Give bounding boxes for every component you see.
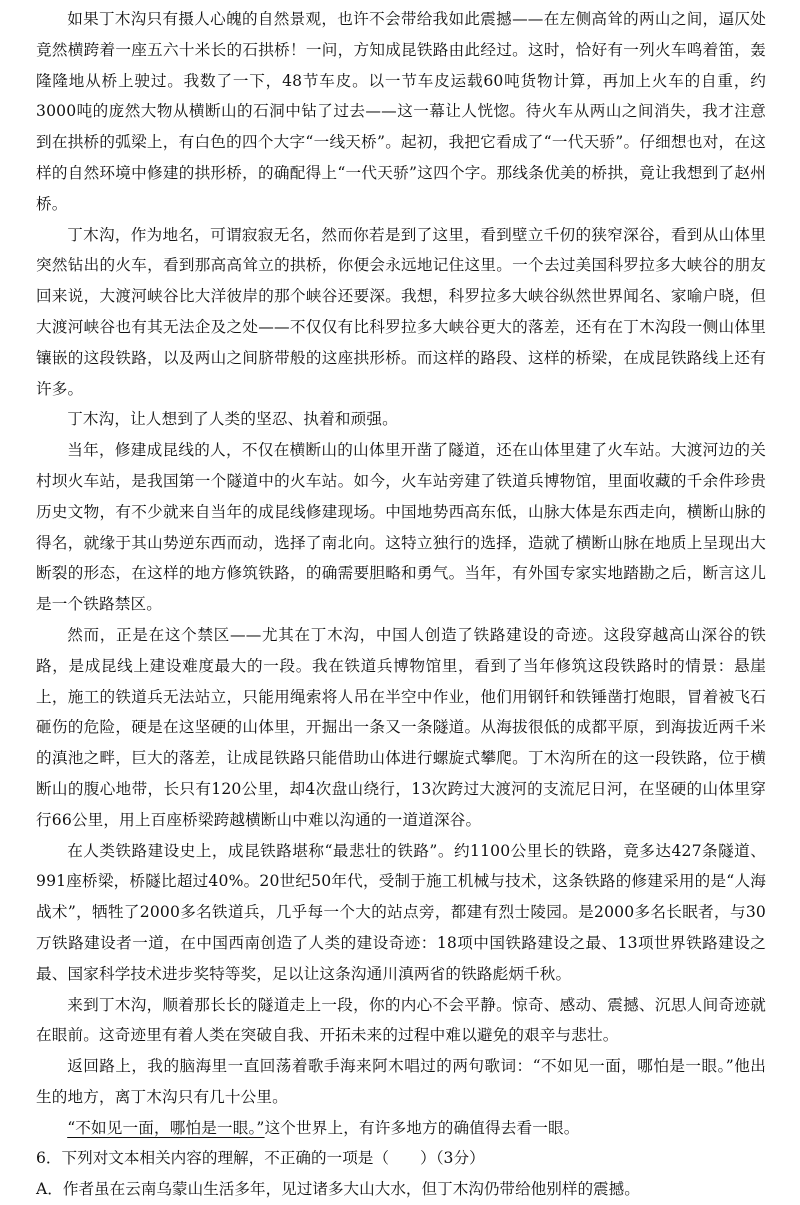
paragraph-6: 在人类铁路建设史上，成昆铁路堪称“最悲壮的铁路”。约1100公里长的铁路，竟多达427条隧道、991座桥梁，桥隧比超过40%。20世纪50年代，受制于施工机械与技术，这条铁路的修建采用的是“人海战术”，牺牲了2000多名铁道兵，几乎每一个大的站点旁，都建有烈士陵园。是2000多名长眠者，与30万铁路建设者一道，在中国西南创造了人类的建设奇迹：18项中国铁路建设之最、13项世界铁路建设之最、国家科学技术进步奖特等奖，足以让这条沟通川滇两省的铁路彪炳千秋。 bbox=[36, 841, 766, 983]
exam-page bbox=[36, 4, 766, 1205]
paragraph-3: 丁木沟，让人想到了人类的坚忍、执着和顽强。 bbox=[67, 410, 398, 429]
paragraph-4: 当年，修建成昆线的人，不仅在横断山的山体里开凿了隧道，还在山体里建了火车站。大渡河边的关村坝火车站，是我国第一个隧道中的火车站。如今，火车站旁建了铁道兵博物馆，里面收藏的千余件珍贵历史文物，有不少就来自当年的成昆线修建现场。中国地势西高东低，山脉大体是东西走向，横断山脉的得名，就缘于其山势逆东西而动，选择了南北向。这特立独行的选择，造就了横断山脉在地质上呈现出大断裂的形态，在这样的地方修筑铁路，的确需要胆略和勇气。当年，有外国专家实地踏勘之后，断言这儿是一个铁路禁区。 bbox=[36, 441, 766, 614]
paragraph-5: 然而，正是在这个禁区——尤其在丁木沟，中国人创造了铁路建设的奇迹。这段穿越高山深谷的铁路，是成昆线上建设难度最大的一段。我在铁道兵博物馆里，看到了当年修筑这段铁路时的情景：悬崖上，施工的铁道兵无法站立，只能用绳索将人吊在半空中作业，他们用钢钎和铁锤凿打炮眼，冒着被飞石砸伤的危险，硬是在这坚硬的山体里，开掘出一条又一条隧道。从海拔很低的成都平原，到海拔近两千米的滇池之畔，巨大的落差，让成昆铁路只能借助山体进行螺旋式攀爬。丁木沟所在的这一段铁路，位于横断山的腹心地带，长只有120公里，却4次盘山绕行，13次跨过大渡河的支流尼日河，在坚硬的山体里穿行66公里，用上百座桥梁跨越横断山中难以沟通的一道道深谷。 bbox=[36, 625, 766, 829]
paragraph-2: 丁木沟，作为地名，可谓寂寂无名，然而你若是到了这里，看到壁立千仞的狭窄深谷，看到从山体里突然钻出的火车，看到那高高耸立的拱桥，你便会永远地记住这里。一个去过美国科罗拉多大峡谷的朋友回来说，大渡河峡谷比大洋彼岸的那个峡谷还要深。我想，科罗拉多大峡谷纵然世界闻名、家喻户晓，但大渡河峡谷也有其无法企及之处——不仅仅有比科罗拉多大峡谷更大的落差，还有在丁木沟段一侧山体里镶嵌的这段铁路，以及两山之间脐带般的这座拱形桥。而这样的路段、这样的桥梁，在成昆铁路线上还有许多。 bbox=[36, 225, 766, 398]
question-6-option-a: A．作者虽在云南乌蒙山生活多年，见过诸多大山大水，但丁木沟仍带给他别样的震撼。 bbox=[36, 1180, 640, 1199]
paragraph-9 bbox=[36, 1113, 766, 1144]
paragraph-7: 来到丁木沟，顺着那长长的隧道走上一段，你的内心不会平静。惊奇、感动、震撼、沉思人间奇迹就在眼前。这奇迹里有着人类在突破自我、开拓未来的过程中难以避免的艰辛与悲壮。 bbox=[36, 995, 766, 1045]
paragraph-8: 返回路上，我的脑海里一直回荡着歌手海来阿木唱过的两句歌词：“不如见一面，哪怕是一眼。”他出生的地方，离丁木沟只有几十公里。 bbox=[36, 1057, 766, 1106]
paragraph-1: 如果丁木沟只有摄人心魄的自然景观，也许不会带给我如此震撼——在左侧高耸的两山之间，逼仄处竟然横跨着一座五六十米长的石拱桥！一问，方知成昆铁路由此经过。这时，恰好有一列火车鸣着笛，轰隆隆地从桥上驶过。我数了一下，48节车皮。以一节车皮运载60吨货物计算，再加上火车的自重，约3000吨的庞然大物从横断山的石洞中钻了过去——这一幕让人恍惚。待火车从两山之间消失，我才注意到在拱桥的弧梁上，有白色的四个大字“一线天桥”。起初，我把它看成了“一代天骄”。仔细想也对，在这样的自然环境中修建的拱形桥，的确配得上“一代天骄”这四个字。那线条优美的桥拱，竟让我想到了赵州桥。 bbox=[36, 10, 766, 213]
paragraph-9-rest: 这个世界上，有许多地方的确值得去看一眼。 bbox=[264, 1118, 580, 1137]
underlined-quote: “不如见一面，哪怕是一眼。” bbox=[67, 1118, 265, 1137]
question-6-stem: 6．下列对文本相关内容的理解，不正确的一项是（ ）（3分） bbox=[36, 1149, 485, 1168]
